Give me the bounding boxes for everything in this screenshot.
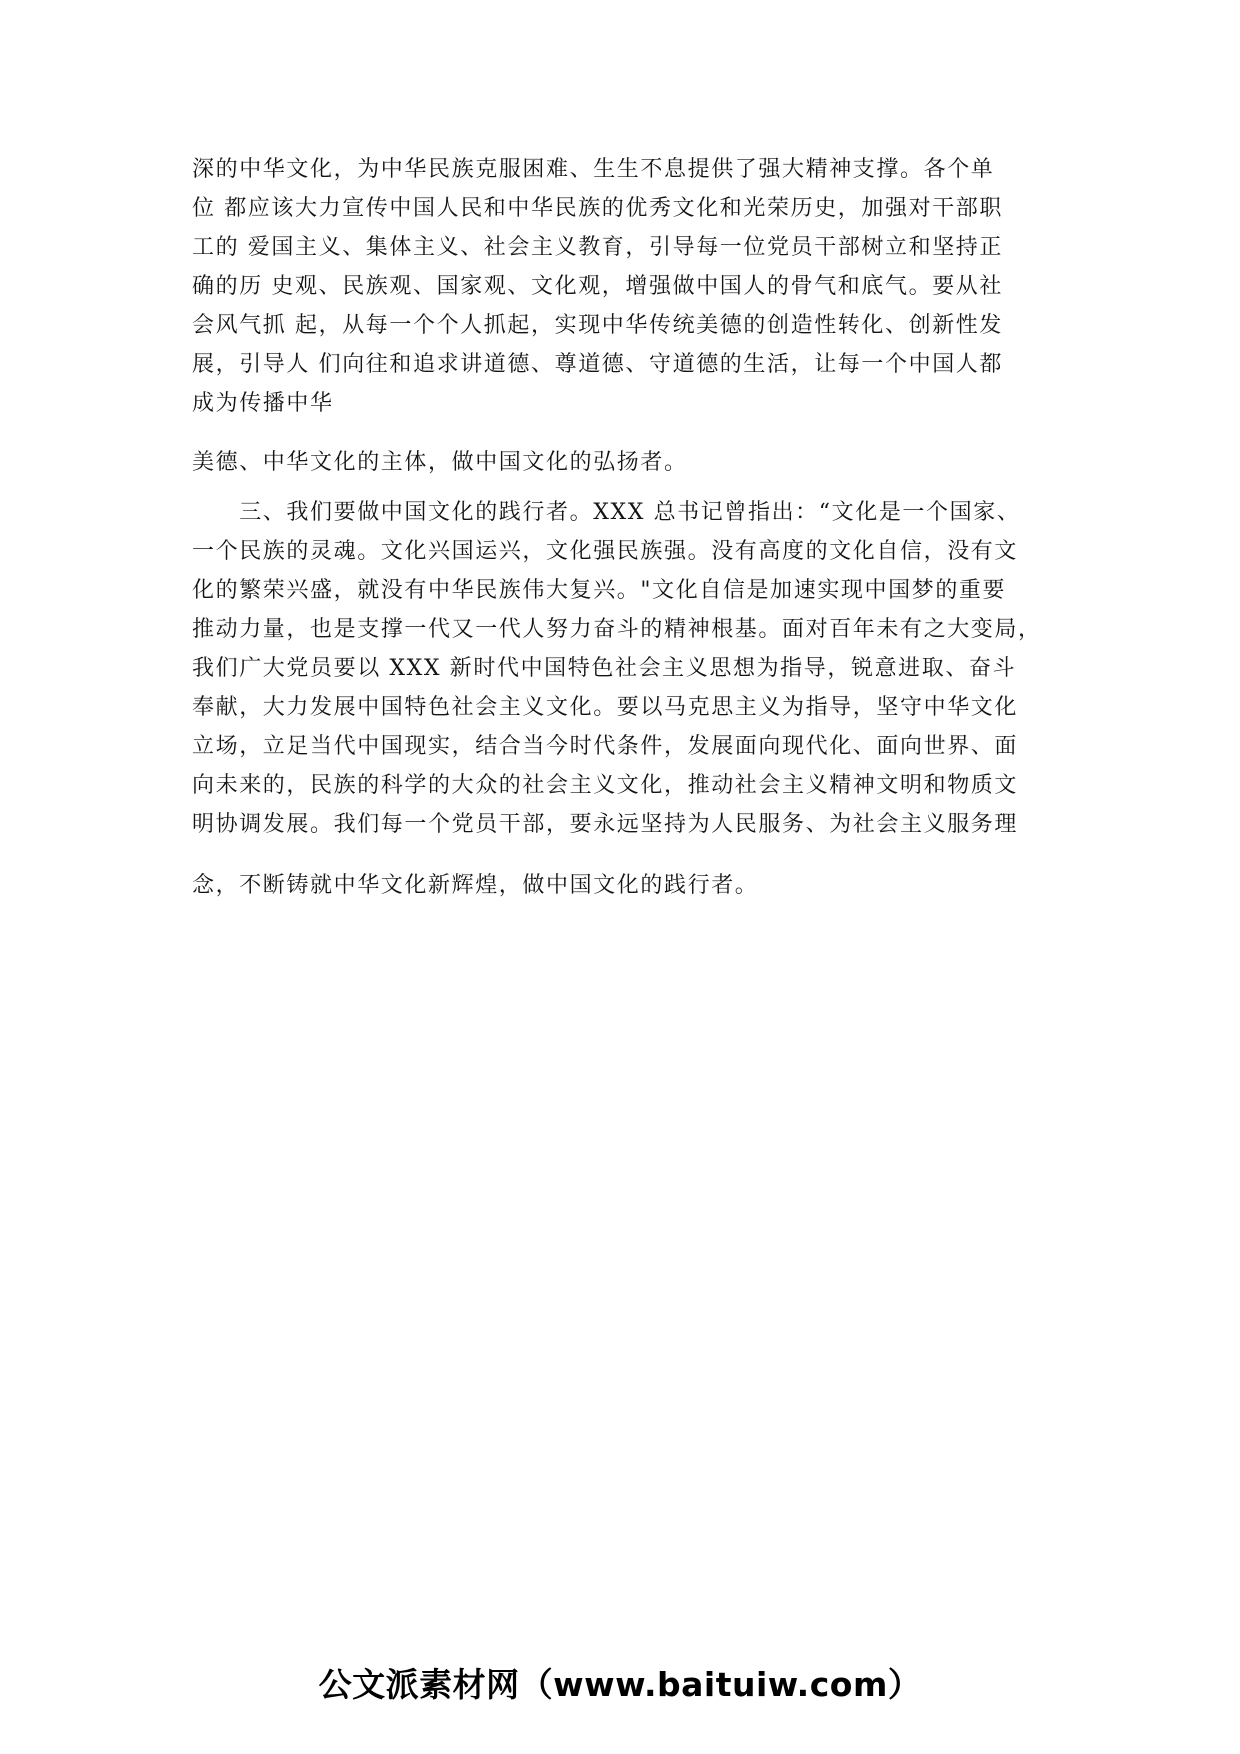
text-line: 向未来的，民族的科学的大众的社会主义文化，推动社会主义精神文明和物质文: [192, 773, 1019, 798]
text-line: 展，引导人 们向往和追求讲道德、尊道德、守道德的生活，让每一个中国人都: [192, 352, 1003, 377]
text-line: 会风气抓 起，从每一个个人抓起，实现中华传统美德的创造性转化、创新性发: [192, 313, 1003, 338]
text-line: 位 都应该大力宣传中国人民和中华民族的优秀文化和光荣历史，加强对干部职: [192, 196, 1003, 221]
text-line: 成为传播中华: [192, 391, 334, 416]
text-line: 念，不断铸就中华文化新辉煌，做中国文化的践行者。: [192, 873, 759, 898]
footer-watermark: 公文派素材网（www.baituiw.com）: [318, 1665, 922, 1704]
text-line: 一个民族的灵魂。文化兴国运兴，文化强民族强。没有高度的文化自信，没有文: [192, 539, 1019, 564]
text-line: 深的中华文化，为中华民族克服困难、生生不息提供了强大精神支撑。各个单: [192, 157, 995, 182]
text-line: 立场，立足当代中国现实，结合当今时代条件，发展面向现代化、面向世界、面: [192, 734, 1019, 759]
text-line: 推动力量，也是支撑一代又一代人努力奋斗的精神根基。面对百年未有之大变局，: [192, 617, 1042, 642]
text-line: 确的历 史观、民族观、国家观、文化观，增强做中国人的骨气和底气。要从社: [192, 274, 1003, 299]
text-line: 奉献，大力发展中国特色社会主义文化。要以马克思主义为指导，坚守中华文化: [192, 695, 1019, 720]
text-line: 美德、中华文化的主体，做中国文化的弘扬者。: [192, 450, 688, 475]
text-line: 工的 爱国主义、集体主义、社会主义教育，引导每一位党员干部树立和坚持正: [192, 235, 1003, 260]
text-line: 明协调发展。我们每一个党员干部，要永远坚持为人民服务、为社会主义服务理: [192, 812, 1019, 837]
paragraph-heading-line: 三、我们要做中国文化的践行者。XXX 总书记曾指出：“文化是一个国家、: [192, 500, 1021, 525]
text-line: 我们广大党员要以 XXX 新时代中国特色社会主义思想为指导，锐意进取、奋斗: [192, 656, 1017, 681]
text-line: 化的繁荣兴盛，就没有中华民族伟大复兴。"文化自信是加速实现中国梦的重要: [192, 578, 1007, 603]
